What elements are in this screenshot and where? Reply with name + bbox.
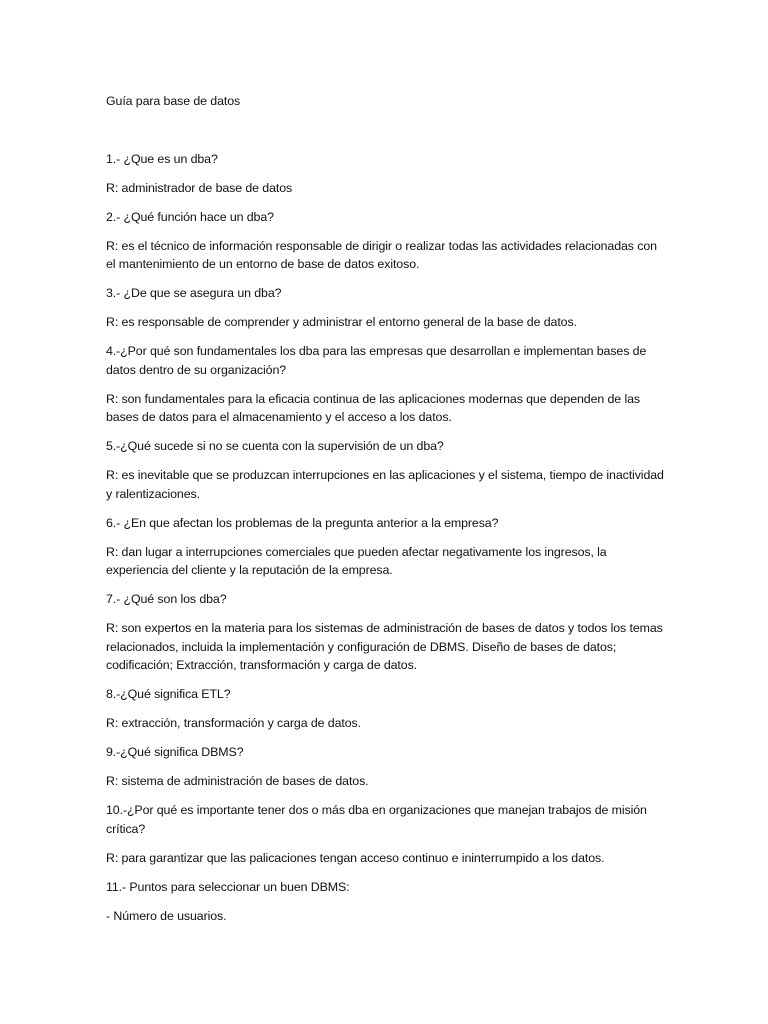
answer-9: R: sistema de administración de bases de datos. [106,774,369,788]
answer-1: R: administrador de base de datos [106,180,293,195]
answer-10: R: para garantizar que las palicaciones tengan acceso continuo e ininterrumpido a los datos. [106,850,605,865]
question-5: 5.-¿Qué sucede si no se cuenta con la supervisión de un dba? [106,439,444,453]
question-3: 3.- ¿De que se asegura un dba? [106,286,282,300]
answer-5: R: es inevitable que se produzcan interrupciones en las aplicaciones y el sistema, tiempo de inactividad y ralentizaciones. [106,468,664,501]
answer-4: R: son fundamentales para la eficacia continua de las aplicaciones modernas que dependen de las bases de datos para el almacenamiento y el acceso a los datos. [106,391,640,424]
question-1: 1.- ¿Que es un dba? [106,151,218,166]
question-2: 2.- ¿Qué función hace un dba? [106,209,274,224]
question-8: 8.-¿Qué significa ETL? [106,687,231,701]
question-6: 6.- ¿En que afectan los problemas de la pregunta anterior a la empresa? [106,515,499,530]
list-item: - Número de usuarios. [106,908,227,923]
question-11: 11.- Puntos para seleccionar un buen DBMS: [106,879,350,894]
answer-8: R: extracción, transformación y carga de datos. [106,716,361,730]
answer-2: R: es el técnico de información responsable de dirigir o realizar todas las actividades relacionadas con el mantenimiento de un entorno de base de datos exitoso. [106,238,657,271]
question-9: 9.-¿Qué significa DBMS? [106,745,244,759]
question-7: 7.- ¿Qué son los dba? [106,592,227,606]
answer-6: R: dan lugar a interrupciones comerciales que pueden afectar negativamente los ingresos, la experiencia del cliente y la reputación de la empresa. [106,544,607,577]
document-body [106,92,666,936]
question-4: 4.-¿Por qué son fundamentales los dba para las empresas que desarrollan e implementan bases de datos dentro de su organización? [106,344,647,377]
answer-3: R: es responsable de comprender y administrar el entorno general de la base de datos. [106,315,577,329]
answer-7: R: son expertos en la materia para los sistemas de administración de bases de datos y todos los temas relacionados, incluida la implementación y configuración de DBMS. Diseño de bases de datos; codificación; Extracción, transformación y carga de datos. [106,621,663,672]
question-10: 10.-¿Por qué es importante tener dos o más dba en organizaciones que manejan trabajos de misión crítica? [106,803,647,836]
document-title: Guía para base de datos [106,94,241,108]
